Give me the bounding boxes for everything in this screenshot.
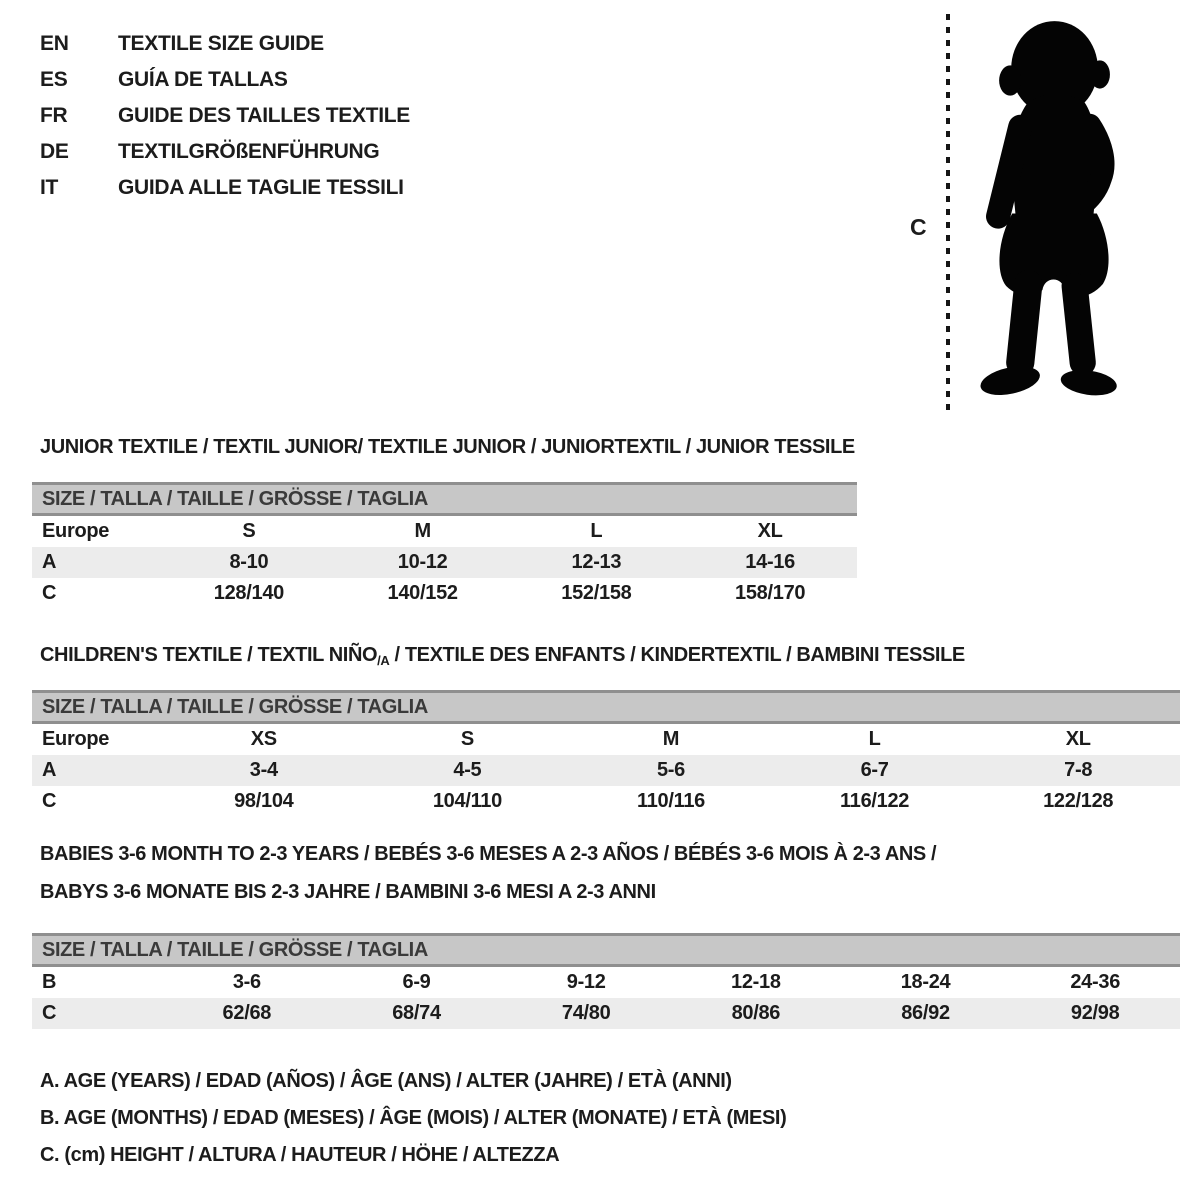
age-cell: 18-24 bbox=[900, 971, 951, 993]
height-cell: 92/98 bbox=[1070, 1002, 1120, 1024]
toddler-silhouette-icon bbox=[960, 12, 1145, 420]
height-measure-dashed-line bbox=[946, 14, 950, 416]
size-cell: XL bbox=[1065, 728, 1091, 750]
table-row bbox=[32, 516, 857, 547]
language-title: GUIDE DES TAILLES TEXTILE bbox=[118, 104, 410, 127]
row-label: C bbox=[42, 790, 57, 812]
table-row bbox=[32, 547, 857, 578]
junior-section-title: JUNIOR TEXTILE / TEXTIL JUNIOR/ TEXTILE JUNIOR / JUNIORTEXTIL / JUNIOR TESSILE bbox=[40, 436, 855, 458]
height-cell: 86/92 bbox=[901, 1002, 950, 1024]
size-cell: M bbox=[414, 520, 431, 542]
age-cell: 14-16 bbox=[745, 551, 795, 573]
legend-line-c: C. (cm) HEIGHT / ALTURA / HAUTEUR / HÖHE / ALTEZZA bbox=[40, 1144, 560, 1166]
table-header-bar: SIZE / TALLA / TAILLE / GRÖSSE / TAGLIA bbox=[32, 933, 1180, 967]
children-title-sub: /A bbox=[377, 653, 390, 668]
height-cell: 140/152 bbox=[387, 582, 458, 604]
age-cell: 9-12 bbox=[566, 971, 606, 993]
babies-size-table bbox=[32, 933, 1180, 1029]
language-title: TEXTILGRÖßENFÜHRUNG bbox=[118, 140, 380, 163]
row-label: C bbox=[42, 1002, 57, 1024]
table-row bbox=[32, 724, 1180, 755]
height-cell: 158/170 bbox=[735, 582, 806, 604]
age-cell: 12-18 bbox=[731, 971, 781, 993]
age-cell: 7-8 bbox=[1064, 759, 1093, 781]
table-row bbox=[32, 786, 1180, 817]
height-cell: 104/110 bbox=[432, 790, 502, 812]
height-cell: 80/86 bbox=[731, 1002, 781, 1024]
babies-section-title-line2: BABYS 3-6 MONATE BIS 2-3 JAHRE / BAMBINI 3-6 MESI A 2-3 ANNI bbox=[40, 881, 656, 903]
legend-line-a: A. AGE (YEARS) / EDAD (AÑOS) / ÂGE (ANS) / ALTER (JAHRE) / ETÀ (ANNI) bbox=[40, 1070, 732, 1092]
size-cell: S bbox=[460, 728, 474, 750]
height-cell: 116/122 bbox=[840, 790, 910, 812]
language-title: TEXTILE SIZE GUIDE bbox=[118, 32, 324, 55]
row-label: C bbox=[42, 582, 57, 604]
age-cell: 4-5 bbox=[453, 759, 482, 781]
row-label: A bbox=[42, 759, 57, 781]
size-cell: XL bbox=[757, 520, 783, 542]
language-code: IT bbox=[40, 176, 59, 199]
age-cell: 6-9 bbox=[402, 971, 431, 993]
height-cell: 62/68 bbox=[222, 1002, 272, 1024]
children-title-suffix: / TEXTILE DES ENFANTS / KINDERTEXTIL / BAMBINI TESSILE bbox=[389, 644, 965, 666]
table-header-bar: SIZE / TALLA / TAILLE / GRÖSSE / TAGLIA bbox=[32, 690, 1180, 724]
age-cell: 12-13 bbox=[571, 551, 622, 573]
row-label: Europe bbox=[42, 728, 110, 750]
children-title-prefix: CHILDREN'S TEXTILE / TEXTIL NIÑO bbox=[40, 644, 378, 666]
age-cell: 8-10 bbox=[229, 551, 269, 573]
height-cell: 68/74 bbox=[392, 1002, 441, 1024]
size-cell: S bbox=[242, 520, 256, 542]
height-cell: 128/140 bbox=[213, 582, 284, 604]
height-cell: 110/116 bbox=[636, 790, 705, 812]
language-list bbox=[40, 26, 410, 206]
row-label: Europe bbox=[42, 520, 110, 542]
table-row bbox=[32, 578, 857, 609]
language-row-fr bbox=[40, 98, 410, 134]
size-cell: XS bbox=[250, 728, 277, 750]
height-cell: 98/104 bbox=[234, 790, 294, 812]
age-cell: 10-12 bbox=[397, 551, 448, 573]
language-row-de bbox=[40, 134, 410, 170]
language-code: ES bbox=[40, 68, 68, 91]
language-row-es bbox=[40, 62, 410, 98]
language-title: GUÍA DE TALLAS bbox=[118, 68, 288, 91]
height-cell: 74/80 bbox=[561, 1002, 611, 1024]
junior-size-table bbox=[32, 482, 857, 609]
height-cell: 152/158 bbox=[561, 582, 632, 604]
language-code: FR bbox=[40, 104, 68, 127]
table-row bbox=[32, 998, 1180, 1029]
language-row-it bbox=[40, 170, 410, 206]
size-cell: L bbox=[868, 728, 881, 750]
table-row bbox=[32, 967, 1180, 998]
language-code: EN bbox=[40, 32, 69, 55]
children-size-table bbox=[32, 690, 1180, 817]
row-label: B bbox=[42, 971, 57, 993]
age-cell: 6-7 bbox=[860, 759, 889, 781]
age-cell: 3-6 bbox=[232, 971, 261, 993]
size-cell: L bbox=[590, 520, 603, 542]
table-header-bar: SIZE / TALLA / TAILLE / GRÖSSE / TAGLIA bbox=[32, 482, 857, 516]
table-row bbox=[32, 755, 1180, 786]
language-title: GUIDA ALLE TAGLIE TESSILI bbox=[118, 176, 404, 199]
height-measure-label: C bbox=[910, 214, 927, 240]
babies-section-title-line1: BABIES 3-6 MONTH TO 2-3 YEARS / BEBÉS 3-6 MESES A 2-3 AÑOS / BÉBÉS 3-6 MOIS À 2-3 ANS / bbox=[40, 843, 937, 865]
children-section-title bbox=[40, 644, 965, 667]
row-label: A bbox=[42, 551, 57, 573]
size-cell: M bbox=[662, 728, 680, 750]
language-code: DE bbox=[40, 140, 69, 163]
height-cell: 122/128 bbox=[1043, 790, 1114, 812]
language-row-en bbox=[40, 26, 410, 62]
legend-line-b: B. AGE (MONTHS) / EDAD (MESES) / ÂGE (MOIS) / ALTER (MONATE) / ETÀ (MESI) bbox=[40, 1107, 787, 1129]
age-cell: 5-6 bbox=[656, 759, 685, 781]
age-cell: 3-4 bbox=[249, 759, 278, 781]
age-cell: 24-36 bbox=[1070, 971, 1121, 993]
